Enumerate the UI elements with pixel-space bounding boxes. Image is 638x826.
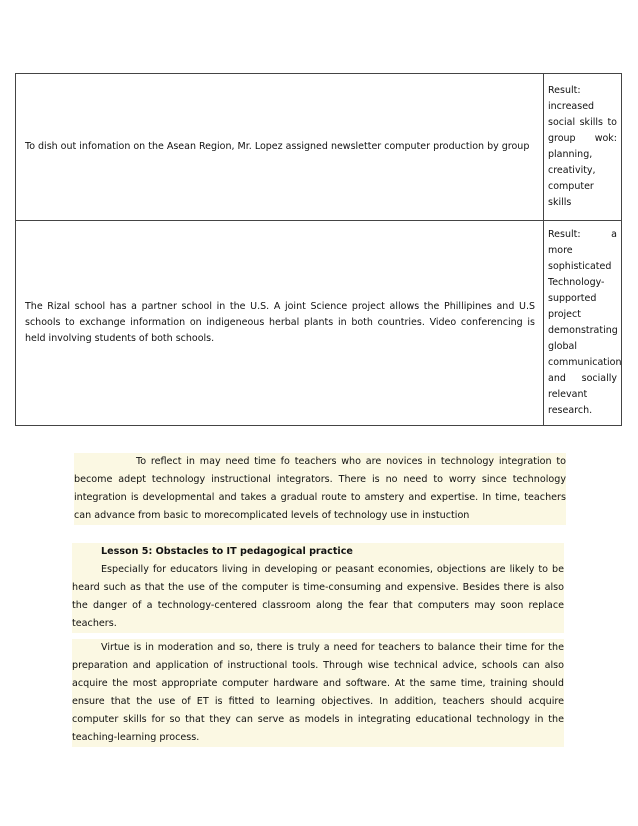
lesson-paragraph-1: Especially for educators living in developing or peasant economies, objections are likely to be heard such as that the use of the computer is time-consuming and expensive. Besides there is also the danger of a technology-centered classroom along the fear that computers may soon replace teachers. xyxy=(72,561,564,633)
reflection-text: To reflect in may need time fo teachers who are novices in technology integration to become adept technology instructional integrators. There is no need to worry since technology integration is developmental and takes a gradual route to amstery and expertise. In time, teachers can advance from basic to morecomplicated levels of technology use in instuction xyxy=(74,453,566,525)
table-row xyxy=(16,74,622,221)
result-text: Result: a more sophisticated Technology-supported project demonstrating global communication and socially relevant research. xyxy=(548,229,622,416)
examples-table xyxy=(15,73,622,426)
lesson-block xyxy=(72,543,564,747)
lesson-paragraph-2: Virtue is in moderation and so, there is truly a need for teachers to balance their time for the preparation and application of instructional tools. Through wise technical advice, schools can also acquire the most appropriate computer hardware and software. At the same time, training should ensure that the use of ET is fitted to learning objectives. In addition, teachers should acquire computer skills for so that they can serve as models in integrating educational technology in the teaching-learning process. xyxy=(72,639,564,747)
example-result xyxy=(544,221,622,426)
example-result xyxy=(544,74,622,221)
lesson-title: Lesson 5: Obstacles to IT pedagogical practice xyxy=(72,543,564,561)
table-row xyxy=(16,221,622,426)
result-text: Result: increased social skills to group wok: planning, creativity, computer skills xyxy=(548,85,617,208)
reflection-block xyxy=(72,428,568,525)
example-description: To dish out infomation on the Asean Region, Mr. Lopez assigned newsletter computer production by group xyxy=(16,74,544,221)
example-description: The Rizal school has a partner school in the U.S. A joint Science project allows the Phillipines and U.S schools to exchange information on indigeneous herbal plants in both countries. Video conferencing is held involving students of both schools. xyxy=(16,221,544,426)
